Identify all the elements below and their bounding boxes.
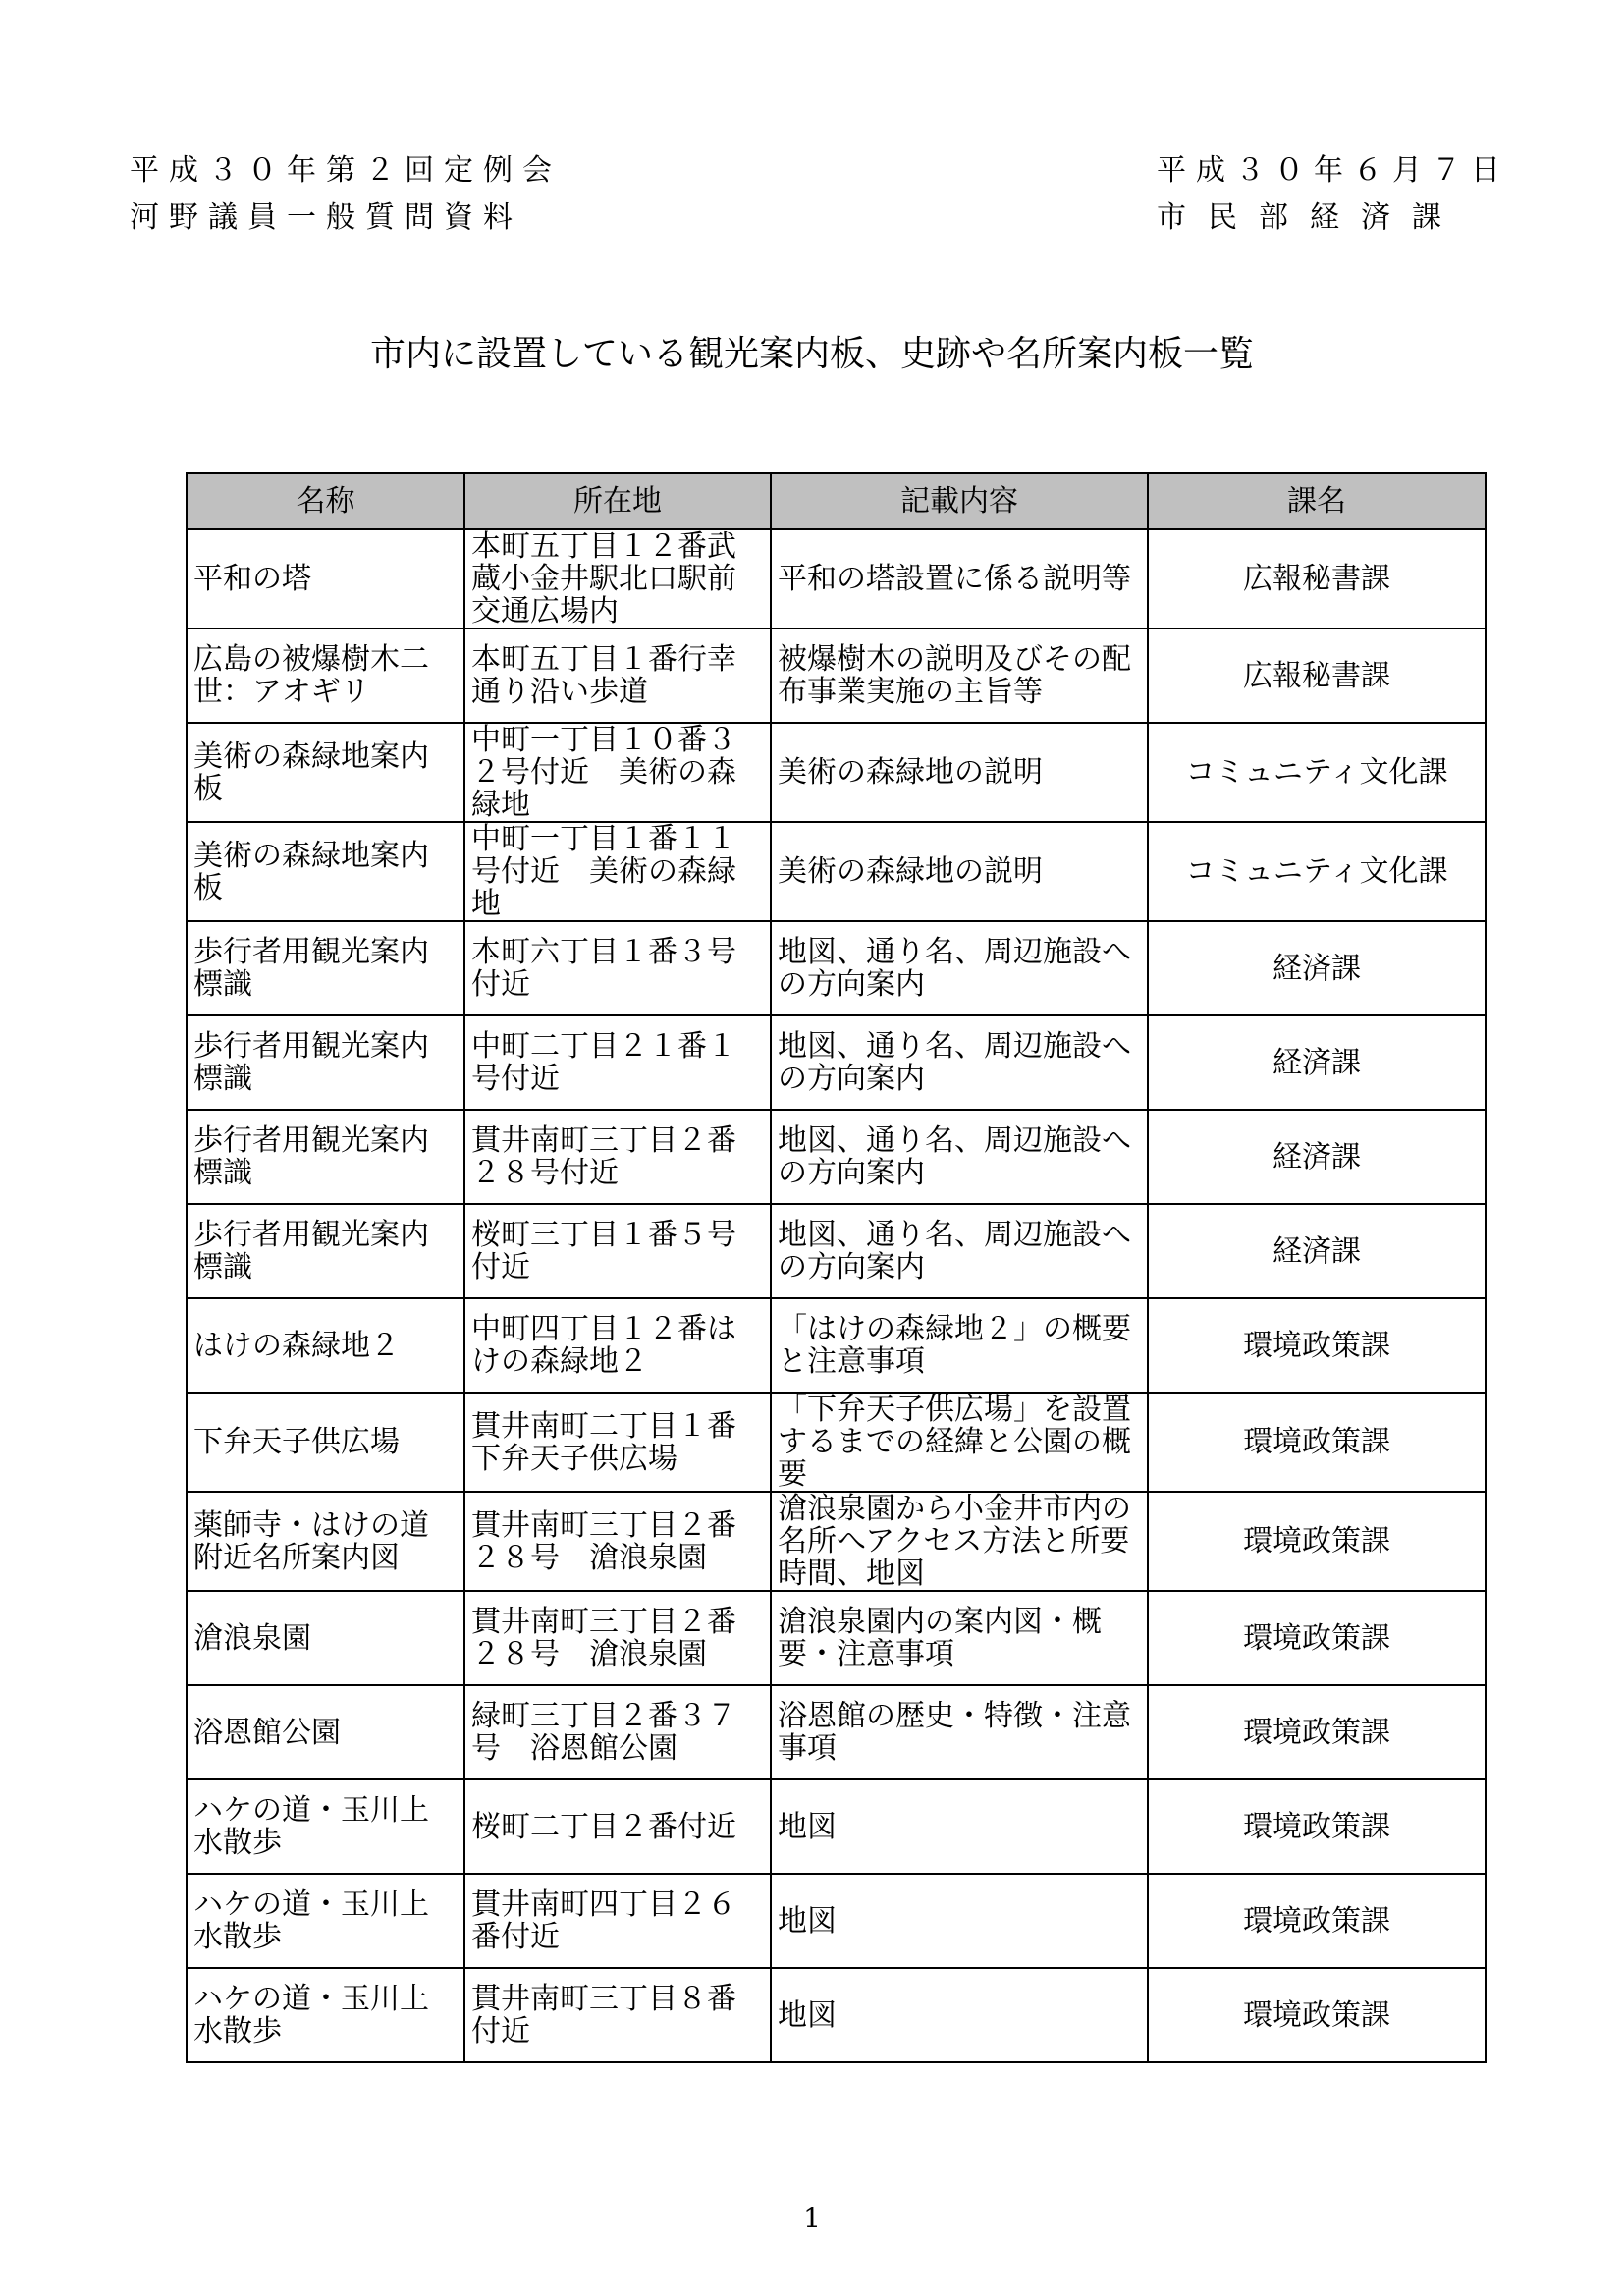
date-label: 平成３０年６月７日 xyxy=(1157,153,1510,188)
document-title: 市内に設置している観光案内板、史跡や名所案内板一覧 xyxy=(369,334,1254,374)
header-location: 所在地 xyxy=(464,473,771,529)
cell-name: はけの森緑地２ xyxy=(187,1298,464,1393)
header-left xyxy=(130,147,562,242)
cell-location: 本町六丁目１番３号付近 xyxy=(464,921,771,1015)
cell-department: コミュニティ文化課 xyxy=(1148,822,1486,921)
cell-name: 平和の塔 xyxy=(187,529,464,629)
cell-name: 美術の森緑地案内板 xyxy=(187,723,464,822)
header-name: 名称 xyxy=(187,473,464,529)
header-department: 課名 xyxy=(1148,473,1486,529)
table-row xyxy=(187,1874,1486,1968)
cell-content: 地図 xyxy=(771,1779,1148,1874)
cell-name: 薬師寺・はけの道附近名所案内図 xyxy=(187,1492,464,1591)
cell-name: ハケの道・玉川上水散歩 xyxy=(187,1968,464,2062)
cell-location: 本町五丁目１２番武蔵小金井駅北口駅前交通広場内 xyxy=(464,529,771,629)
cell-department: 環境政策課 xyxy=(1148,1393,1486,1492)
header-content: 記載内容 xyxy=(771,473,1148,529)
cell-location: 中町一丁目１０番３２号付近 美術の森緑地 xyxy=(464,723,771,822)
table-row xyxy=(187,1685,1486,1779)
cell-name: 歩行者用観光案内標識 xyxy=(187,1110,464,1204)
cell-content: 地図 xyxy=(771,1874,1148,1968)
cell-department: 環境政策課 xyxy=(1148,1591,1486,1685)
header-right xyxy=(1157,147,1510,242)
cell-content: 「下弁天子供広場」を設置するまでの経緯と公園の概要 xyxy=(771,1393,1148,1492)
cell-content: 滄浪泉園内の案内図・概要・注意事項 xyxy=(771,1591,1148,1685)
cell-name: 歩行者用観光案内標識 xyxy=(187,1015,464,1110)
cell-location: 緑町三丁目２番３７号 浴恩館公園 xyxy=(464,1685,771,1779)
cell-location: 貫井南町三丁目８番付近 xyxy=(464,1968,771,2062)
cell-department: 環境政策課 xyxy=(1148,1779,1486,1874)
cell-department: 広報秘書課 xyxy=(1148,529,1486,629)
cell-department: 環境政策課 xyxy=(1148,1492,1486,1591)
cell-department: 環境政策課 xyxy=(1148,1685,1486,1779)
cell-content: 地図 xyxy=(771,1968,1148,2062)
table-row xyxy=(187,1968,1486,2062)
cell-location: 貫井南町三丁目２番２８号 滄浪泉園 xyxy=(464,1591,771,1685)
cell-department: 環境政策課 xyxy=(1148,1874,1486,1968)
session-label: 平成３０年第２回定例会 xyxy=(130,153,562,188)
cell-location: 中町二丁目２１番１号付近 xyxy=(464,1015,771,1110)
cell-department: 広報秘書課 xyxy=(1148,629,1486,723)
signboard-table xyxy=(186,472,1487,2063)
table-row xyxy=(187,529,1486,629)
cell-name: ハケの道・玉川上水散歩 xyxy=(187,1779,464,1874)
table-body xyxy=(187,529,1486,2062)
cell-department: 経済課 xyxy=(1148,1204,1486,1298)
table-row xyxy=(187,1015,1486,1110)
page-number: 1 xyxy=(803,2202,821,2234)
cell-name: 歩行者用観光案内標識 xyxy=(187,1204,464,1298)
table-row xyxy=(187,1492,1486,1591)
cell-content: 地図、通り名、周辺施設への方向案内 xyxy=(771,1015,1148,1110)
cell-content: 被爆樹木の説明及びその配布事業実施の主旨等 xyxy=(771,629,1148,723)
cell-name: 滄浪泉園 xyxy=(187,1591,464,1685)
cell-name: 歩行者用観光案内標識 xyxy=(187,921,464,1015)
table-row xyxy=(187,1591,1486,1685)
department-label: 市民部経済課 xyxy=(1157,200,1463,235)
cell-content: 地図、通り名、周辺施設への方向案内 xyxy=(771,1110,1148,1204)
cell-department: コミュニティ文化課 xyxy=(1148,723,1486,822)
cell-name: 浴恩館公園 xyxy=(187,1685,464,1779)
material-label: 河野議員一般質問資料 xyxy=(130,200,522,235)
table-row xyxy=(187,1110,1486,1204)
cell-location: 中町四丁目１２番はけの森緑地２ xyxy=(464,1298,771,1393)
cell-location: 貫井南町二丁目１番下弁天子供広場 xyxy=(464,1393,771,1492)
cell-location: 貫井南町三丁目２番２８号付近 xyxy=(464,1110,771,1204)
cell-name: 美術の森緑地案内板 xyxy=(187,822,464,921)
cell-content: 地図、通り名、周辺施設への方向案内 xyxy=(771,921,1148,1015)
cell-location: 桜町二丁目２番付近 xyxy=(464,1779,771,1874)
cell-content: 浴恩館の歴史・特徴・注意事項 xyxy=(771,1685,1148,1779)
cell-content: 地図、通り名、周辺施設への方向案内 xyxy=(771,1204,1148,1298)
cell-location: 貫井南町三丁目２番２８号 滄浪泉園 xyxy=(464,1492,771,1591)
table-row xyxy=(187,921,1486,1015)
cell-name: 下弁天子供広場 xyxy=(187,1393,464,1492)
cell-name: ハケの道・玉川上水散歩 xyxy=(187,1874,464,1968)
cell-department: 経済課 xyxy=(1148,1110,1486,1204)
cell-department: 経済課 xyxy=(1148,921,1486,1015)
table-row xyxy=(187,723,1486,822)
table-row xyxy=(187,629,1486,723)
cell-department: 経済課 xyxy=(1148,1015,1486,1110)
table-row xyxy=(187,1204,1486,1298)
table-row xyxy=(187,1298,1486,1393)
cell-location: 桜町三丁目１番５号付近 xyxy=(464,1204,771,1298)
cell-content: 美術の森緑地の説明 xyxy=(771,822,1148,921)
cell-location: 貫井南町四丁目２６番付近 xyxy=(464,1874,771,1968)
cell-name: 広島の被爆樹木二世：アオギリ xyxy=(187,629,464,723)
cell-location: 中町一丁目１番１１号付近 美術の森緑地 xyxy=(464,822,771,921)
cell-content: 「はけの森緑地２」の概要と注意事項 xyxy=(771,1298,1148,1393)
cell-department: 環境政策課 xyxy=(1148,1298,1486,1393)
cell-content: 平和の塔設置に係る説明等 xyxy=(771,529,1148,629)
table-header-row xyxy=(187,473,1486,529)
table-row xyxy=(187,1393,1486,1492)
cell-location: 本町五丁目１番行幸通り沿い歩道 xyxy=(464,629,771,723)
cell-content: 滄浪泉園から小金井市内の名所へアクセス方法と所要時間、地図 xyxy=(771,1492,1148,1591)
table-row xyxy=(187,1779,1486,1874)
table-row xyxy=(187,822,1486,921)
cell-content: 美術の森緑地の説明 xyxy=(771,723,1148,822)
cell-department: 環境政策課 xyxy=(1148,1968,1486,2062)
